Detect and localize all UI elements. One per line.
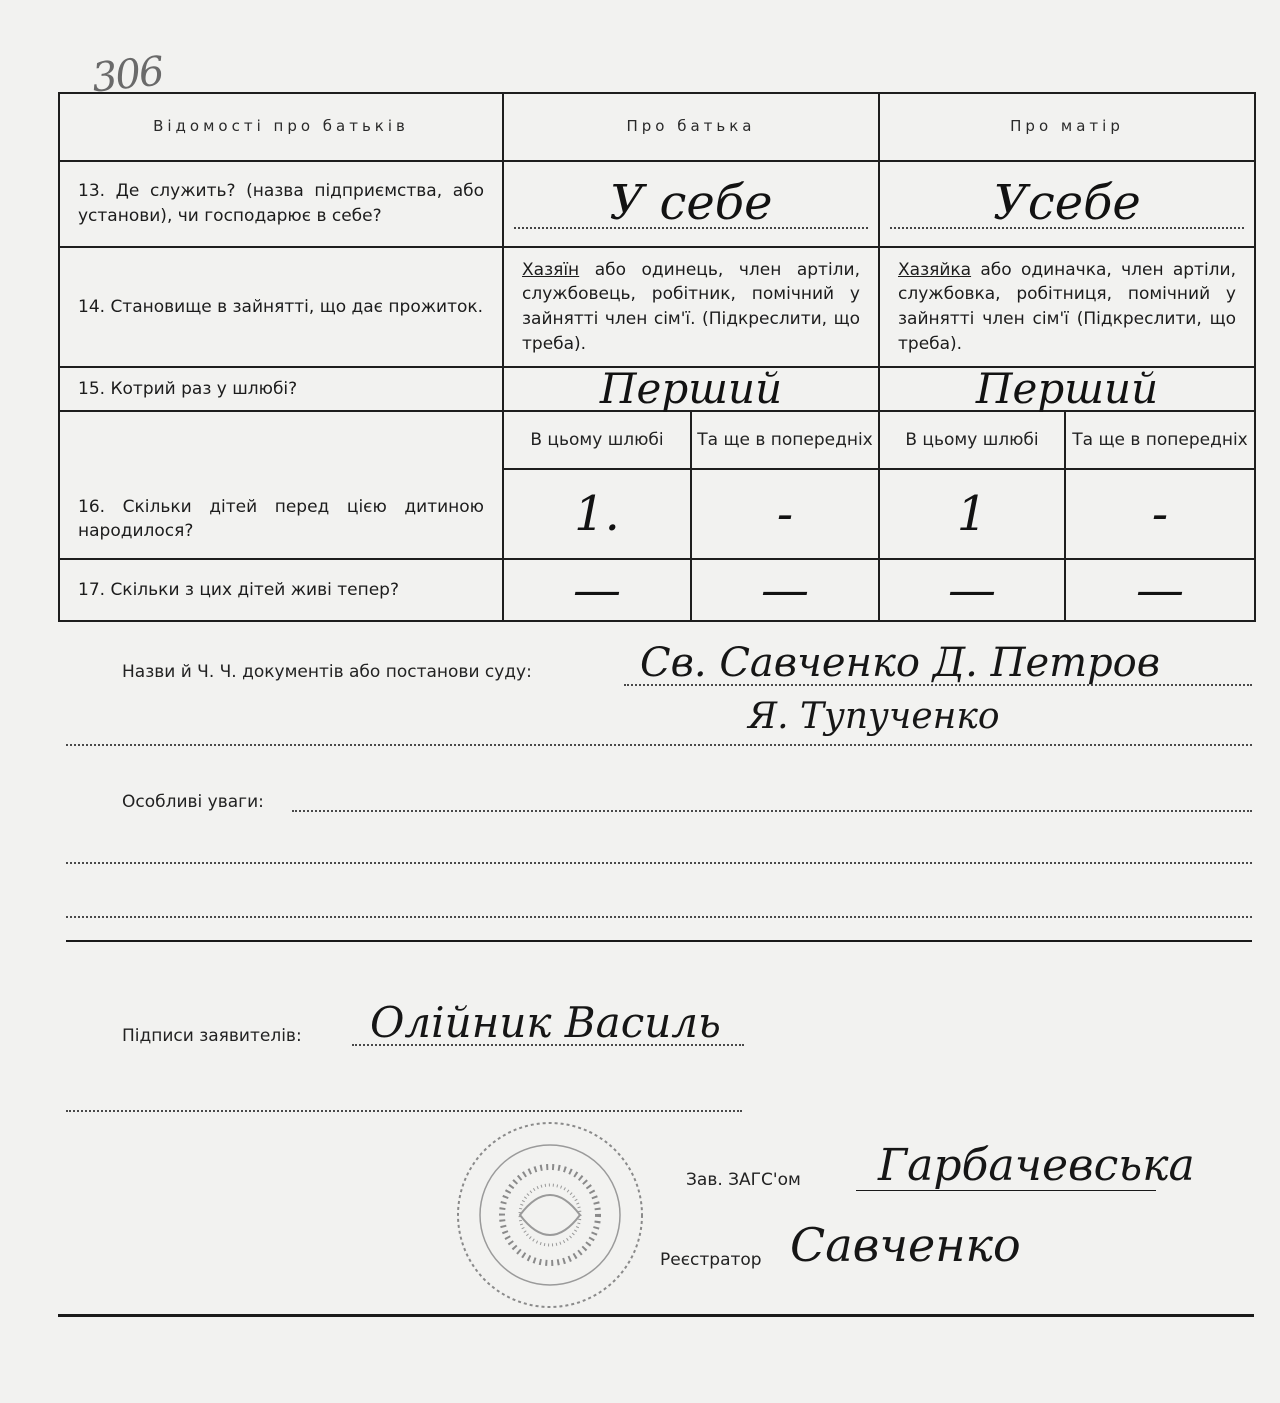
q13-mother-answer: Усебе xyxy=(993,175,1141,231)
q13-father-cell xyxy=(503,161,879,247)
head-signature: Гарбачевська xyxy=(878,1140,1195,1191)
q16-father-this xyxy=(503,469,691,559)
official-seal-stamp xyxy=(450,1115,650,1315)
notes-dotline-3 xyxy=(66,916,1252,918)
q13-text: 13. Де служить? (назва підприємства, або установи), чи господарює в себе? xyxy=(78,181,484,226)
q15-mother-answer: Перший xyxy=(975,364,1159,413)
registrar-label: Реєстратор xyxy=(660,1250,762,1270)
notes-separator-line xyxy=(66,940,1252,942)
documents-handwritten-line-1: Св. Савченко Д. Петров xyxy=(640,640,1161,686)
q15-mother-cell xyxy=(879,364,1255,413)
applicants-dotline-2 xyxy=(66,1110,742,1112)
q16-father-sub-prev: Та ще в попередніх xyxy=(691,411,879,469)
q16-mother-prev-value: - xyxy=(1151,486,1169,542)
q16-father-prev-value: - xyxy=(776,486,794,542)
q14-label xyxy=(59,247,503,367)
header-father: Про батька xyxy=(503,93,879,161)
q16-father-this-value: 1. xyxy=(574,486,620,542)
q17-mother-this-value: — xyxy=(948,562,996,618)
q17-mother-prev-value: — xyxy=(1136,562,1184,618)
q14-mother-options xyxy=(880,252,1254,363)
q15-text: 15. Котрий раз у шлюбі? xyxy=(78,378,298,399)
q13-father-answer: У себе xyxy=(609,175,773,231)
archive-page-number: 306 xyxy=(89,48,165,102)
q16-mother-sub-this: В цьому шлюбі xyxy=(879,411,1065,469)
q13-label xyxy=(59,161,503,247)
documents-handwritten-line-2: Я. Тупученко xyxy=(748,696,1000,737)
q15-father-cell xyxy=(503,364,879,413)
notes-dotline-2 xyxy=(66,862,1252,864)
documents-dotline-2 xyxy=(66,744,1252,746)
row-q17 xyxy=(59,559,1255,621)
applicants-label: Підписи заявителів: xyxy=(122,1026,302,1046)
q17-father-this-value: — xyxy=(573,562,621,618)
bottom-rule xyxy=(58,1314,1254,1317)
head-label: Зав. ЗАГС'ом xyxy=(686,1170,801,1190)
header-mother: Про матір xyxy=(879,93,1255,161)
row-q15 xyxy=(59,367,1255,411)
q16-mother-this-value: 1 xyxy=(956,486,988,542)
q14-text: 14. Становище в зайнятті, що дає прожиток. xyxy=(78,296,484,317)
q14-father-options xyxy=(504,252,878,363)
q16-mother-this xyxy=(879,469,1065,559)
q17-label xyxy=(59,559,503,621)
table-header-row xyxy=(59,93,1255,161)
q15-father-answer: Перший xyxy=(599,364,783,413)
parents-info-table xyxy=(58,92,1256,622)
q15-label xyxy=(59,367,503,411)
q16-text: 16. Скільки дітей перед цією дитиною народилося? xyxy=(78,496,484,542)
registrar-signature: Савченко xyxy=(790,1218,1021,1272)
q13-mother-cell xyxy=(879,161,1255,247)
q16-mother-prev xyxy=(1065,469,1255,559)
q17-text: 17. Скільки з цих дітей живі тепер? xyxy=(78,579,399,600)
q17-father-this xyxy=(503,559,691,621)
q14-mother-selected: Хазяйка xyxy=(898,259,972,280)
row-q14 xyxy=(59,247,1255,367)
q14-father-rest: або одинець, член артіли, службовець, робітник, помічний у зайнятті член сім'ї. (Підкреслити, що треба). xyxy=(522,259,860,354)
header-parents-info: Відомості про батьків xyxy=(59,93,503,161)
q16-mother-sub-prev: Та ще в попередніх xyxy=(1065,411,1255,469)
notes-label: Особливі уваги: xyxy=(122,792,264,812)
q16-father-sub-this: В цьому шлюбі xyxy=(503,411,691,469)
q14-mother-cell xyxy=(879,247,1255,367)
q17-mother-this xyxy=(879,559,1065,621)
q17-father-prev xyxy=(691,559,879,621)
q16-father-prev xyxy=(691,469,879,559)
notes-dotline-1 xyxy=(292,810,1252,812)
q14-father-selected: Хазяїн xyxy=(522,259,580,280)
row-q13 xyxy=(59,161,1255,247)
documents-label: Назви й Ч. Ч. документів або постанови суду: xyxy=(122,662,532,682)
q16-label xyxy=(59,411,503,559)
applicants-signature: Олійник Василь xyxy=(370,998,721,1047)
row-q16-subheader xyxy=(59,411,1255,469)
q17-mother-prev xyxy=(1065,559,1255,621)
q14-father-cell xyxy=(503,247,879,367)
q14-mother-rest: або одиначка, член артіли, службовка, робітниця, помічний у зайнятті член сім'ї (Підкреслити, що треба). xyxy=(898,259,1236,354)
q17-father-prev-value: — xyxy=(761,562,809,618)
